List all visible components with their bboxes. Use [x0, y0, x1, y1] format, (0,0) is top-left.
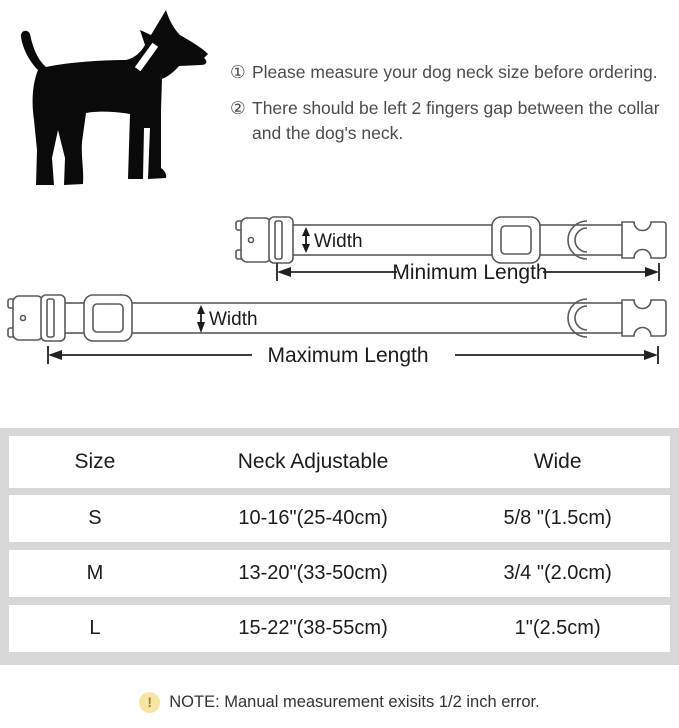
collar-max-length-figure: [8, 295, 666, 367]
cell-wide: 1"(2.5cm): [514, 617, 601, 639]
instruction-number: ②: [230, 98, 246, 118]
cell-wide: 5/8 "(1.5cm): [503, 507, 612, 529]
column-header-neck-adjustable: Neck Adjustable: [237, 450, 389, 473]
collar-strap: [60, 303, 624, 333]
collar-measurement-diagram: [0, 190, 679, 380]
cell-size: L: [89, 617, 101, 639]
cell-wide: 3/4 "(2.0cm): [503, 562, 612, 584]
buckle-female-icon: [236, 217, 293, 263]
table-header-row: [9, 436, 670, 488]
instruction-text: Please measure your dog neck size before ordering.: [252, 62, 658, 82]
buckle-male-icon: [622, 300, 666, 336]
instruction-text: There should be left 2 fingers gap between the collar and the dog's neck.: [252, 98, 660, 143]
cell-neck: 10-16"(25-40cm): [238, 507, 388, 529]
buckle-male-icon: [622, 222, 666, 258]
instruction-item-1: [230, 60, 677, 85]
width-label: Width: [314, 231, 363, 252]
cell-size: S: [88, 507, 102, 529]
cell-neck: 13-20"(33-50cm): [238, 562, 388, 584]
table-row-size-s: [9, 495, 670, 542]
note-text: NOTE: Manual measurement exisits 1/2 inch error.: [169, 693, 540, 711]
strap-adjuster-icon: [84, 295, 132, 341]
column-header-size: Size: [74, 450, 116, 473]
size-chart-table: [0, 428, 679, 665]
warning-icon: !: [139, 692, 160, 713]
width-label: Width: [209, 309, 258, 330]
measurement-note: [0, 692, 679, 713]
strap-adjuster-icon: [492, 217, 540, 263]
cell-neck: 15-22"(38-55cm): [238, 617, 388, 639]
dog-silhouette-icon: [8, 2, 213, 197]
measuring-instructions: [230, 60, 677, 157]
cell-size: M: [86, 562, 104, 584]
table-row-size-l: [9, 605, 670, 652]
table-row-size-m: [9, 550, 670, 597]
max-length-label: Maximum Length: [267, 344, 429, 367]
collar-min-length-figure: [236, 217, 666, 284]
column-header-wide: Wide: [533, 450, 582, 473]
dog-body-shape: [21, 10, 208, 185]
instruction-item-2: [230, 96, 677, 146]
buckle-female-icon: [8, 295, 65, 341]
instruction-number: ①: [230, 62, 246, 82]
min-length-label: Minimum Length: [392, 261, 548, 284]
